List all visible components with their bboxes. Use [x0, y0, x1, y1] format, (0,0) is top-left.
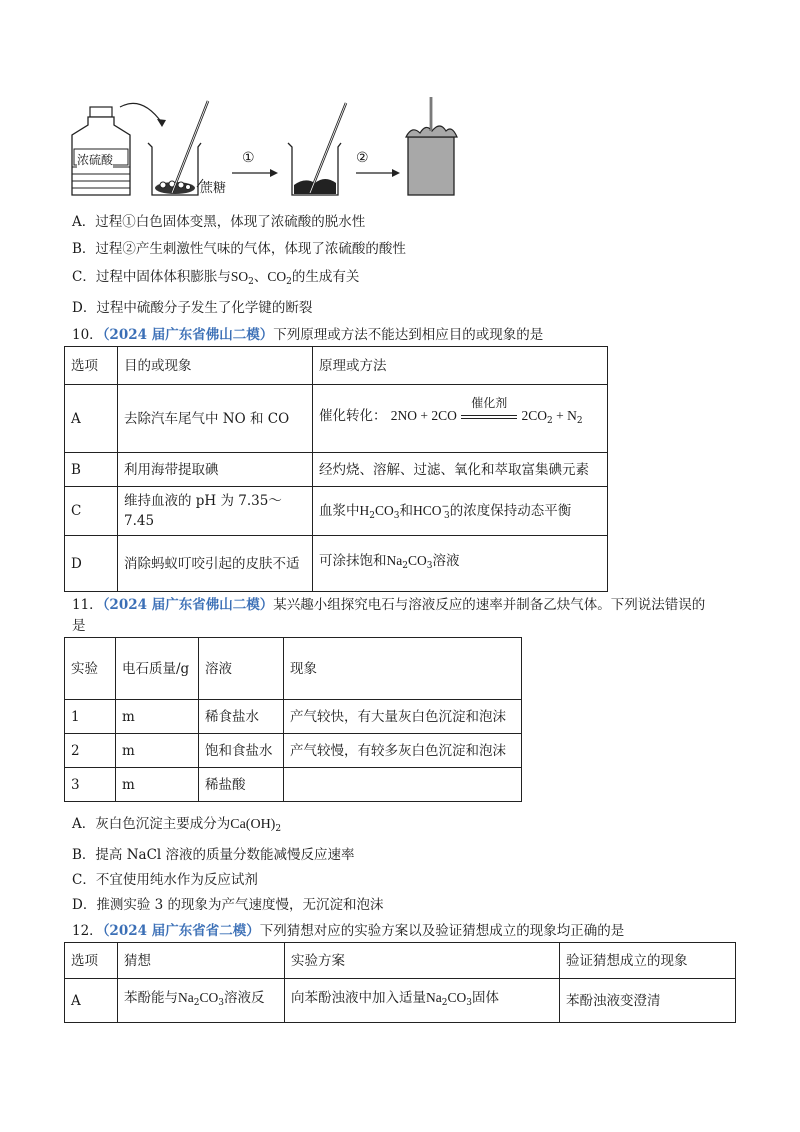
q9-option-b: B．过程②产生刺激性气味的气体，体现了浓硫酸的酸性	[72, 241, 406, 257]
table-header: 目的或现象	[118, 347, 313, 385]
sucrose-label: 蔗糖	[200, 181, 227, 196]
concentrated-sulfuric-acid-sucrose-figure	[60, 95, 460, 205]
table-header: 原理或方法	[313, 347, 608, 385]
arrow-right-icon	[392, 169, 400, 177]
table-header: 验证猜想成立的现象	[560, 943, 736, 979]
q10-table	[64, 346, 608, 592]
table-row: 2 m 饱和食盐水 产气较慢，有较多灰白色沉淀和泡沫	[65, 734, 522, 768]
table-header: 实验	[65, 638, 116, 700]
bottle-label: 浓硫酸	[77, 153, 114, 167]
table-header: 现象	[284, 638, 522, 700]
table-header: 选项	[65, 943, 118, 979]
q10-stem: 10．（2024 届广东省佛山二模）下列原理或方法不能达到相应目的或现象的是	[72, 327, 544, 343]
q9-option-d: D．过程中硫酸分子发生了化学键的断裂	[72, 300, 313, 316]
table-row: B 利用海带提取碘 经灼烧、溶解、过滤、氧化和萃取富集碘元素	[65, 453, 608, 487]
beaker-blackened-icon	[288, 103, 346, 195]
q12-stem: 12．（2024 届广东省省二模）下列猜想对应的实验方案以及验证猜想成立的现象均正确的是	[72, 923, 625, 939]
pour-arrow-icon	[120, 103, 162, 123]
q11-stem: 11．（2024 届广东省佛山二模）某兴趣小组探究电石与溶液反应的速率并制备乙炔气体。下列说法错误的	[72, 597, 706, 613]
step1-label: ①	[242, 150, 255, 166]
beaker-expanded-icon	[406, 97, 457, 195]
table-header: 选项	[65, 347, 118, 385]
q11-stem-cont: 是	[72, 618, 86, 634]
table-header: 溶液	[199, 638, 284, 700]
table-row: A 去除汽车尾气中 NO 和 CO 催化转化： 2NO + 2CO 催化剂 $2CO_2 + N_2$	[65, 385, 608, 453]
table-row: 1 m 稀食盐水 产气较快，有大量灰白色沉淀和泡沫	[65, 700, 522, 734]
table-header: 实验方案	[285, 943, 560, 979]
q12-table	[64, 942, 736, 1023]
table-header: 电石质量/g	[116, 638, 199, 700]
step2-label: ②	[356, 150, 369, 166]
q9-option-a: A．过程①白色固体变黑，体现了浓硫酸的脱水性	[72, 214, 366, 230]
table-row: C 维持血液的 pH 为 7.35～7.45 血浆中$H_2CO_3$和$HCO^-_3$的浓度保持动态平衡	[65, 487, 608, 536]
q9-option-c: C．过程中固体体积膨胀与$SO_2$、$CO_2$的生成有关	[72, 269, 360, 287]
q11-table	[64, 637, 522, 802]
table-row: A 苯酚能与$Na_2CO_3$溶液反 向苯酚浊液中加入适量$Na_2CO_3$固体 苯酚浊液变澄清	[65, 979, 736, 1023]
q11-option-c: C．不宜使用纯水作为反应试剂	[72, 872, 258, 888]
beaker-sucrose-icon	[148, 101, 208, 195]
table-row: 3 m 稀盐酸	[65, 768, 522, 802]
q11-option-b: B．提高 NaCl 溶液的质量分数能减慢反应速率	[72, 847, 355, 863]
arrow-right-icon	[270, 169, 278, 177]
q11-option-d: D．推测实验 3 的现象为产气速度慢，无沉淀和泡沫	[72, 897, 384, 913]
table-header: 猜想	[118, 943, 285, 979]
q11-option-a: A．灰白色沉淀主要成分为$Ca(OH)_2$	[72, 816, 282, 834]
table-row: D 消除蚂蚁叮咬引起的皮肤不适 可涂抹饱和$Na_2CO_3$溶液	[65, 536, 608, 592]
